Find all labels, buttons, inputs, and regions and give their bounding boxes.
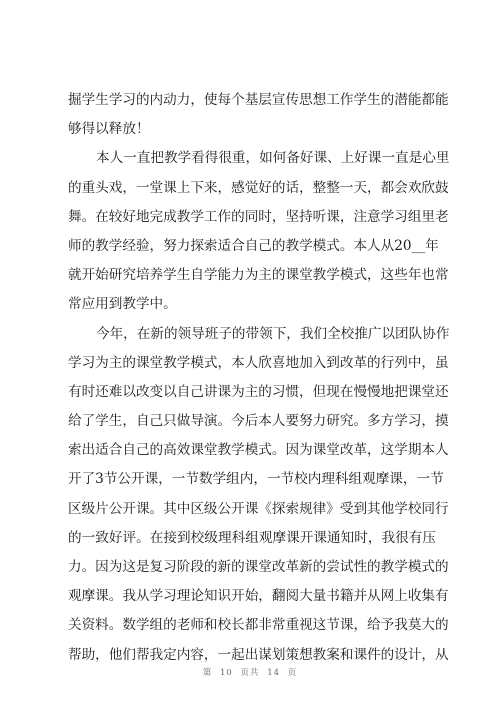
- text-line: 本人一直把教学看得很重，如何备好课、上好课一直是心里: [96, 150, 450, 167]
- body-text: [68, 86, 450, 670]
- current-page-number: 10: [219, 668, 233, 678]
- text-line: 学习为主的课堂教学模式，本人欣喜地加入到改革的行列中，虽: [68, 354, 449, 371]
- page-footer: [0, 666, 500, 678]
- text-line: 索出适合自己的高效课堂教学模式。因为课堂改革，这学期本人: [68, 442, 449, 459]
- text-line: 的一致好评。在接到校级理科组观摩课开课通知时，我很有压: [68, 529, 436, 546]
- text-line: 舞。在较好地完成教学工作的同时，坚持听课，注意学习组里老: [68, 208, 449, 225]
- text-line: 力。因为这是复习阶段的新的课堂改革新的尝试性的教学模式的: [68, 559, 449, 575]
- text-line: 关资料。数学组的老师和校长都非常重视这节课，给予我莫大的: [68, 617, 449, 634]
- text-line: 观摩课。我从学习理论知识开始，翻阅大量书籍并从网上收集有: [68, 588, 449, 605]
- text-line: 帮助，他们帮我定内容，一起出谋划策想教案和课件的设计，从: [68, 646, 449, 663]
- text-line: 区级片公开课。其中区级公开课《探索规律》受到其他学校同行: [68, 500, 449, 517]
- text-line: 够得以释放！: [68, 121, 150, 138]
- text-line: 今年，在新的领导班子的带领下，我们全校推广以团队协作: [96, 325, 450, 342]
- text-line: 开了3节公开课，一节数学组内，一节校内理科组观摩课，一节: [68, 471, 444, 488]
- footer-suffix: 页: [287, 668, 298, 678]
- text-line: 给了学生，自己只做导演。今后本人要努力研究。多方学习，摸: [68, 413, 449, 430]
- text-line: 师的教学经验，努力探索适合自己的教学模式。本人从20__年: [68, 237, 439, 254]
- text-line: 的重头戏，一堂课上下来，感觉好的话，整整一天，都会欢欣鼓: [68, 179, 449, 196]
- text-line: 常应用到教学中。: [68, 296, 177, 313]
- text-line: 掘学生学习的内动力，使每个基层宣传思想工作学生的潜能都能: [68, 92, 449, 108]
- total-page-count: 14: [267, 668, 281, 678]
- footer-prefix: 第: [202, 668, 213, 678]
- footer-middle: 页共: [240, 668, 260, 678]
- text-line: 就开始研究培养学生自学能力为主的课堂教学模式，这些年也常: [68, 267, 449, 284]
- text-line: 有时还难以改变以自己讲课为主的习惯，但现在慢慢地把课堂还: [68, 383, 449, 400]
